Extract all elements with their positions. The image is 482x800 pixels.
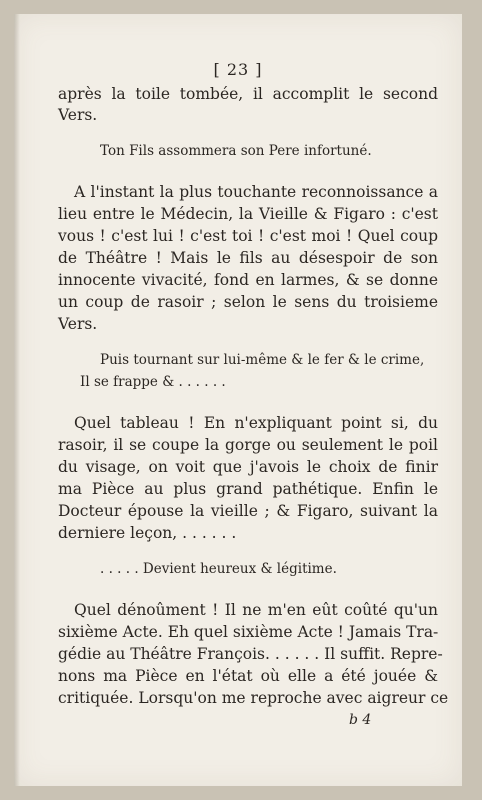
verse-line: Il se frappe & . . . . . . (80, 374, 226, 390)
book-page (14, 14, 462, 786)
text-line: rasoir, il se coupe la gorge ou seulement le poil (58, 436, 438, 454)
verse-line: Ton Fils assommera son Pere infortuné. (100, 143, 372, 159)
page-gutter-shadow (14, 14, 20, 786)
text-line: Vers. (58, 315, 98, 333)
text-line: Docteur épouse la vieille ; & Figaro, suivant la (58, 502, 438, 520)
text-line: vous ! c'est lui ! c'est toi ! c'est moi ! Quel coup (58, 227, 438, 245)
text-line: critiquée. Lorsqu'on me reproche avec aigreur ce (58, 689, 449, 707)
text-line: Vers. (58, 106, 98, 124)
text-line: après la toile tombée, il accomplit le second (58, 85, 438, 103)
text-line: du visage, on voit que j'avois le choix de finir (58, 458, 438, 476)
text-line: lieu entre le Médecin, la Vieille & Figaro : c'est (58, 205, 438, 223)
text-line: Quel tableau ! En n'expliquant point si, du (74, 414, 438, 432)
text-line: innocente vivacité, fond en larmes, & se donne (58, 271, 438, 289)
text-line: gédie au Théâtre François. . . . . . Il suffit. Repre- (58, 645, 443, 663)
text-line: derniere leçon, . . . . . . (58, 524, 237, 542)
verse-line: . . . . . Devient heureux & légitime. (100, 561, 337, 577)
text-line: nons ma Pièce en l'état où elle a été jouée & (58, 667, 438, 685)
text-line: un coup de rasoir ; selon le sens du troisieme (58, 293, 438, 311)
page-number: [ 23 ] (213, 60, 263, 79)
text-line: sixième Acte. Eh quel sixième Acte ! Jamais Tra- (58, 623, 439, 641)
verse-line: Puis tournant sur lui-même & le fer & le crime, (100, 352, 425, 368)
signature-mark: b 4 (349, 712, 372, 728)
text-line: de Théâtre ! Mais le fils au désespoir de son (58, 249, 438, 267)
text-line: A l'instant la plus touchante reconnoissance a (74, 183, 438, 201)
text-line: ma Pièce au plus grand pathétique. Enfin le (58, 480, 438, 498)
text-line: Quel dénoûment ! Il ne m'en eût coûté qu'un (74, 601, 438, 619)
